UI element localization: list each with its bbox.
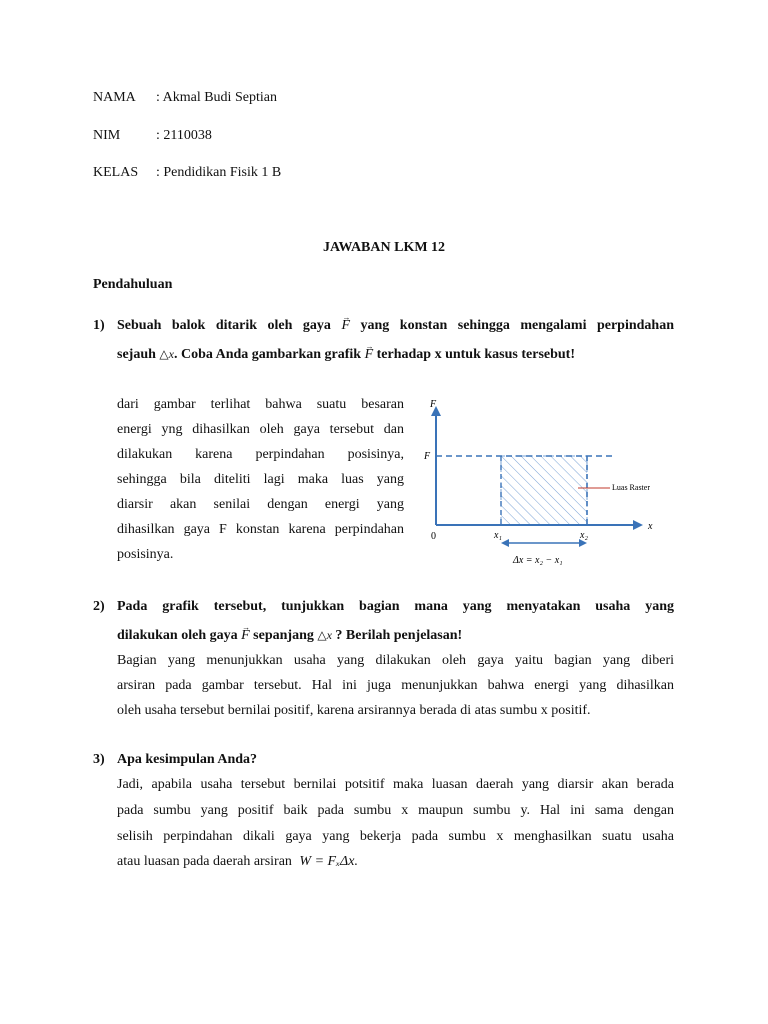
x-axis-arrow	[633, 520, 643, 530]
origin-label: 0	[431, 531, 436, 542]
delta-x-label: Δx = x₂ − x₁	[513, 555, 563, 566]
kelas-value: : Pendidikan Fisik 1 B	[156, 165, 282, 180]
q1-number: 1)	[93, 318, 105, 333]
q1-text-b: yang konstan sehingga mengalami perpindahan	[360, 318, 675, 333]
nim-label: NIM	[93, 128, 121, 143]
q1-answer-line: posisinya.	[117, 547, 174, 562]
q1-answer-line: dihasilkan gaya F konstan karena perpindahan	[117, 522, 404, 537]
nama-label: NAMA	[93, 90, 136, 105]
q2-text-b: sepanjang	[253, 628, 314, 643]
q3-answer-line-last	[117, 853, 358, 871]
section-heading: Pendahuluan	[93, 277, 173, 292]
q3-answer-line: pada sumbu yang positif baik pada sumbu x maupun sumbu y. Hal ini sama dengan	[117, 803, 674, 818]
q1-text-d: . Coba Anda gambarkan grafik	[173, 347, 362, 362]
q2-line2	[117, 626, 462, 645]
q1-text-e: terhadap x untuk kasus tersebut!	[376, 347, 575, 362]
force-vector-symbol: F →	[365, 346, 374, 364]
q1-answer-line: dari gambar terlihat bahwa suatu besaran	[117, 397, 404, 412]
delta-x-symbol: △x	[159, 347, 174, 361]
q2-answer-line: arsiran pada gambar tersebut. Hal ini juga menunjukkan bahwa energi yang dihasilkan	[117, 678, 674, 693]
q3-answer-line: Jadi, apabila usaha tersebut bernilai potsitif maka luasan daerah yang diarsir akan berada	[117, 777, 674, 792]
q2-number: 2)	[93, 599, 105, 614]
q1-line1	[117, 317, 674, 335]
legend-label: Luas Raster	[612, 483, 650, 492]
q3-question: Apa kesimpulan Anda?	[117, 752, 258, 767]
q1-text-a: Sebuah balok ditarik oleh gaya	[117, 318, 331, 333]
q2-answer-line: oleh usaha tersebut bernilai positif, karena arsirannya berada di atas sumbu x positif.	[117, 703, 591, 718]
q1-text-c: sejauh	[117, 347, 156, 362]
page-title: JAWABAN LKM 12	[322, 240, 446, 255]
q1-answer-line: dilakukan karena perpindahan posisinya,	[117, 447, 404, 462]
y-axis-label: F	[430, 399, 437, 410]
kelas-label: KELAS	[93, 165, 139, 180]
q3-answer-line: selisih perpindahan dikali gaya yang bekerja pada sumbu x menghasilkan suatu usaha	[117, 829, 674, 844]
q2-text-c: ? Berilah penjelasan!	[335, 628, 463, 643]
q1-answer-line: energi yng dihasilkan oleh gaya tersebut dan	[117, 422, 404, 437]
q2-line1: Pada grafik tersebut, tunjukkan bagian mana yang menyatakan usaha yang	[117, 599, 674, 614]
work-formula: W = FₓΔx.	[299, 854, 358, 869]
force-vector-symbol: F →	[341, 317, 350, 335]
f-level-label: F	[424, 451, 431, 462]
nim-value: : 2110038	[156, 128, 212, 143]
force-vector-symbol: F →	[241, 627, 250, 645]
delta-x-symbol: △x	[317, 628, 332, 642]
nama-value: : Akmal Budi Septian	[156, 90, 277, 105]
hatched-area	[501, 456, 587, 525]
q1-answer-line: sehingga bila diteliti lagi maka luas yang	[117, 472, 404, 487]
q2-text-a: dilakukan oleh gaya	[117, 628, 238, 643]
x1-label: x₁	[494, 530, 502, 541]
x2-label: x₂	[580, 530, 588, 541]
q1-answer-line: diarsir akan senilai dengan energi yang	[117, 497, 404, 512]
x-axis-label: x	[648, 521, 653, 532]
q3-answer-text: atau luasan pada daerah arsiran	[117, 854, 292, 869]
force-displacement-graph	[418, 393, 668, 573]
q2-answer-line: Bagian yang menunjukkan usaha yang dilakukan oleh gaya yaitu bagian yang diberi	[117, 653, 674, 668]
q3-number: 3)	[93, 752, 105, 767]
q1-line2	[117, 345, 575, 364]
